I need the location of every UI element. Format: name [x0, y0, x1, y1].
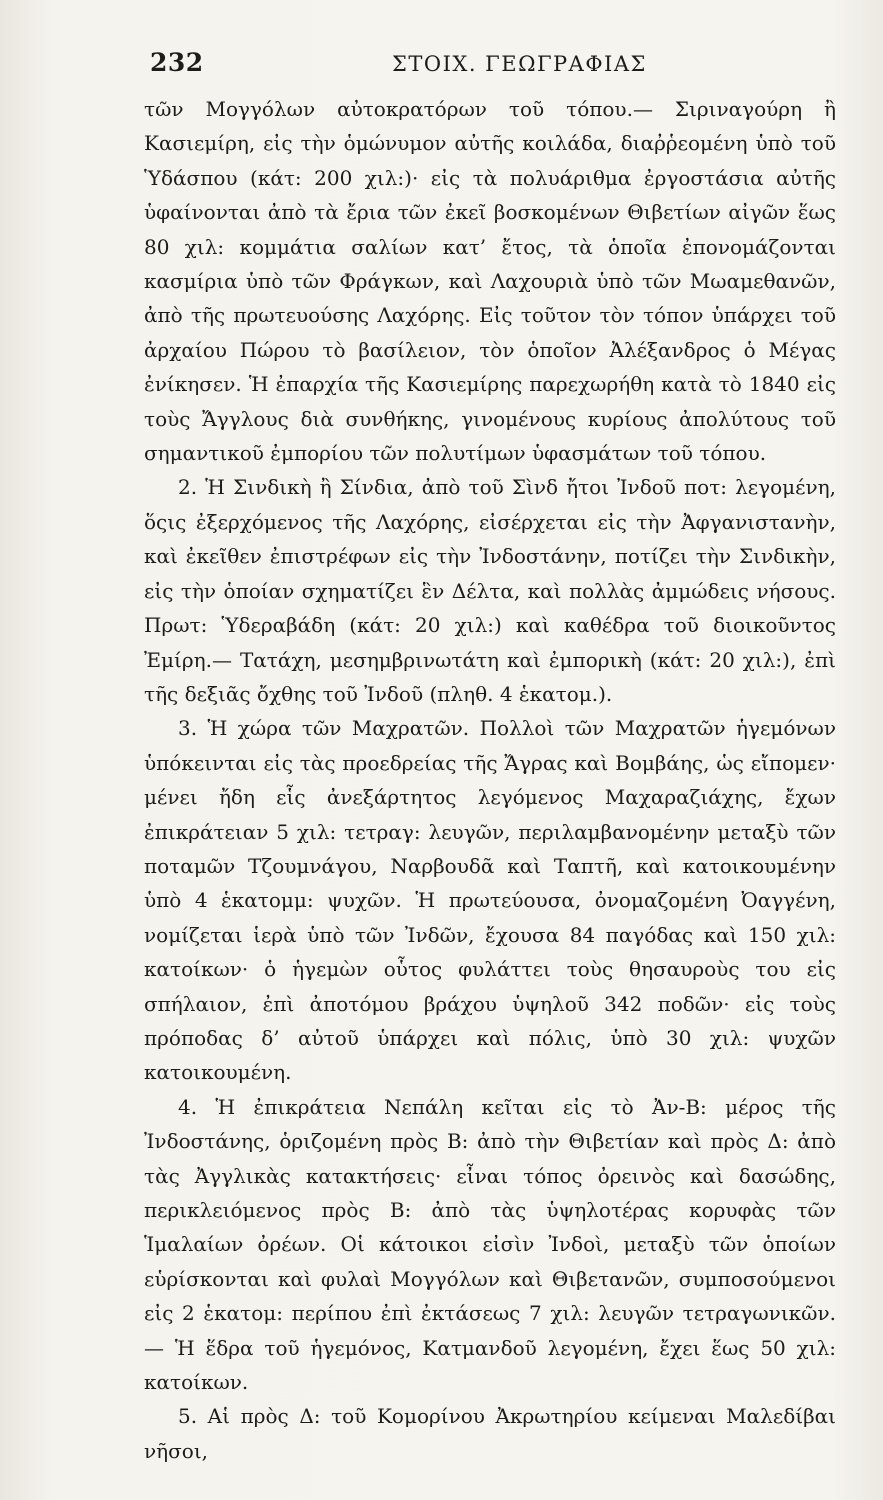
paragraph-maledives: 5. Αἱ πρὸς Δ: τοῦ Κομορίνου Ἀκρωτηρίου κείμεναι Μαλεδίβαι νῆσοι,	[144, 1404, 836, 1463]
running-title: ΣΤΟΙΧ. ΓΕΩΓΡΑΦΙΑΣ	[392, 52, 647, 76]
paragraph-continuation: τῶν Μογγόλων αὐτοκρατόρων τοῦ τόπου.— Σιριναγούρη ἢ Κασιεμίρη, εἰς τὴν ὁμώνυμον αὐτῆς κοιλάδα, διαῤῥεομένη ὑπὸ τοῦ Ὑδάσπου (κάτ: 200 χιλ:)· εἰς τὰ πολυάριθμα ἐργοστάσια αὐτῆς ὑφαίνονται ἀπὸ τὰ ἔρια τῶν ἐκεῖ βοσκομένων Θιβετίων αἰγῶν ἕως 80 χιλ: κομμάτια σαλίων κατ’ ἔτος, τὰ ὁποῖα ἐπονομάζονται κασμίρια ὑπὸ τῶν Φράγκων, καὶ Λαχουριὰ ὑπὸ τῶν Μωαμεθανῶν, ἀπὸ τῆς πρωτευούσης Λαχόρης. Εἰς τοῦτον τὸν τόπον ὑπάρχει τοῦ ἀρχαίου Πώρου τὸ βασίλειον, τὸν ὁποῖον Ἀλέξανδρος ὁ Μέγας ἐνίκησεν. Ἡ ἐπαρχία τῆς Κασιεμίρης παρεχωρήθη κατὰ τὸ 1840 εἰς τοὺς Ἄγγλους διὰ συνθήκης, γινομένους κυρίους ἀπολύτους τοῦ σημαντικοῦ ἐμπορίου τῶν πολυτίμων ὑφασμάτων τοῦ τόπου.	[144, 97, 836, 466]
paragraph-nepali: 4. Ἡ ἐπικράτεια Νεπάλη κεῖται εἰς τὸ Ἀν-Β: μέρος τῆς Ἰνδοστάνης, ὁριζομένη πρὸς Β: ἀπὸ τὴν Θιβετίαν καὶ πρὸς Δ: ἀπὸ τὰς Ἀγγλικὰς κατακτήσεις· εἶναι τόπος ὀρεινὸς καὶ δασώδης, περικλειόμενος πρὸς Β: ἀπὸ τὰς ὑψηλοτέρας κορυφὰς τῶν Ἱμαλαίων ὀρέων. Οἱ κάτοικοι εἰσὶν Ἰνδοὶ, μεταξὺ τῶν ὁποίων εὑρίσκονται καὶ φυλαὶ Μογγόλων καὶ Θιβετανῶν, συμποσούμενοι εἰς 2 ἑκατομ: περίπου ἐπὶ ἐκτάσεως 7 χιλ: λευγῶν τετραγωνικῶν. — Ἡ ἕδρα τοῦ ἡγεμόνος, Κατμανδοῦ λεγομένη, ἔχει ἕως 50 χιλ: κατοίκων.	[144, 1094, 836, 1395]
paragraph-machratai: 3. Ἡ χώρα τῶν Μαχρατῶν. Πολλοὶ τῶν Μαχρατῶν ἡγεμόνων ὑπόκεινται εἰς τὰς προεδρείας τῆς Ἄγρας καὶ Βομβάης, ὡς εἴπομεν· μένει ἤδη εἷς ἀνεξάρτητος λεγόμενος Μαχαραζιάχης, ἔχων ἐπικράτειαν 5 χιλ: τετραγ: λευγῶν, περιλαμβανομένην μεταξὺ τῶν ποταμῶν Τζουμνάγου, Ναρβουδᾶ καὶ Ταπτῆ, καὶ κατοικουμένην ὑπὸ 4 ἑκατομμ: ψυχῶν. Ἡ πρωτεύουσα, ὀνομαζομένη Ὀαγγένη, νομίζεται ἱερὰ ὑπὸ τῶν Ἰνδῶν, ἔχουσα 84 παγόδας καὶ 150 χιλ: κατοίκων· ὁ ἡγεμὼν οὗτος φυλάττει τοὺς θησαυροὺς του εἰς σπήλαιον, ἐπὶ ἀποτόμου βράχου ὑψηλοῦ 342 ποδῶν· εἰς τοὺς πρόποδας δ’ αὐτοῦ ὑπάρχει καὶ πόλις, ὑπὸ 30 χιλ: ψυχῶν κατοικουμένη.	[144, 716, 836, 1085]
running-head	[140, 44, 830, 84]
paragraph-sindiki: 2. Ἡ Σινδικὴ ἢ Σίνδια, ἀπὸ τοῦ Σὶνδ ἤτοι Ἰνδοῦ ποτ: λεγομένη, ὅςις ἐξερχόμενος τῆς Λαχόρης, εἰσέρχεται εἰς τὴν Ἀφγανιστανὴν, καὶ ἐκεῖθεν ἐπιστρέφων εἰς τὴν Ἰνδοστάνην, ποτίζει τὴν Σινδικὴν, εἰς τὴν ὁποίαν σχηματίζει ἓν Δέλτα, καὶ πολλὰς ἀμμώδεις νήσους. Πρωτ: Ὑδεραβάδη (κάτ: 20 χιλ:) καὶ καθέδρα τοῦ διοικοῦντος Ἐμίρη.— Τατάχη, μεσημβρινωτάτη καὶ ἐμπορικὴ (κάτ: 20 χιλ:), ἐπὶ τῆς δεξιᾶς ὄχθης τοῦ Ἰνδοῦ (πληθ. 4 ἑκατομ.).	[144, 475, 836, 706]
page-number: 232	[150, 48, 204, 77]
body-text	[144, 92, 836, 1468]
